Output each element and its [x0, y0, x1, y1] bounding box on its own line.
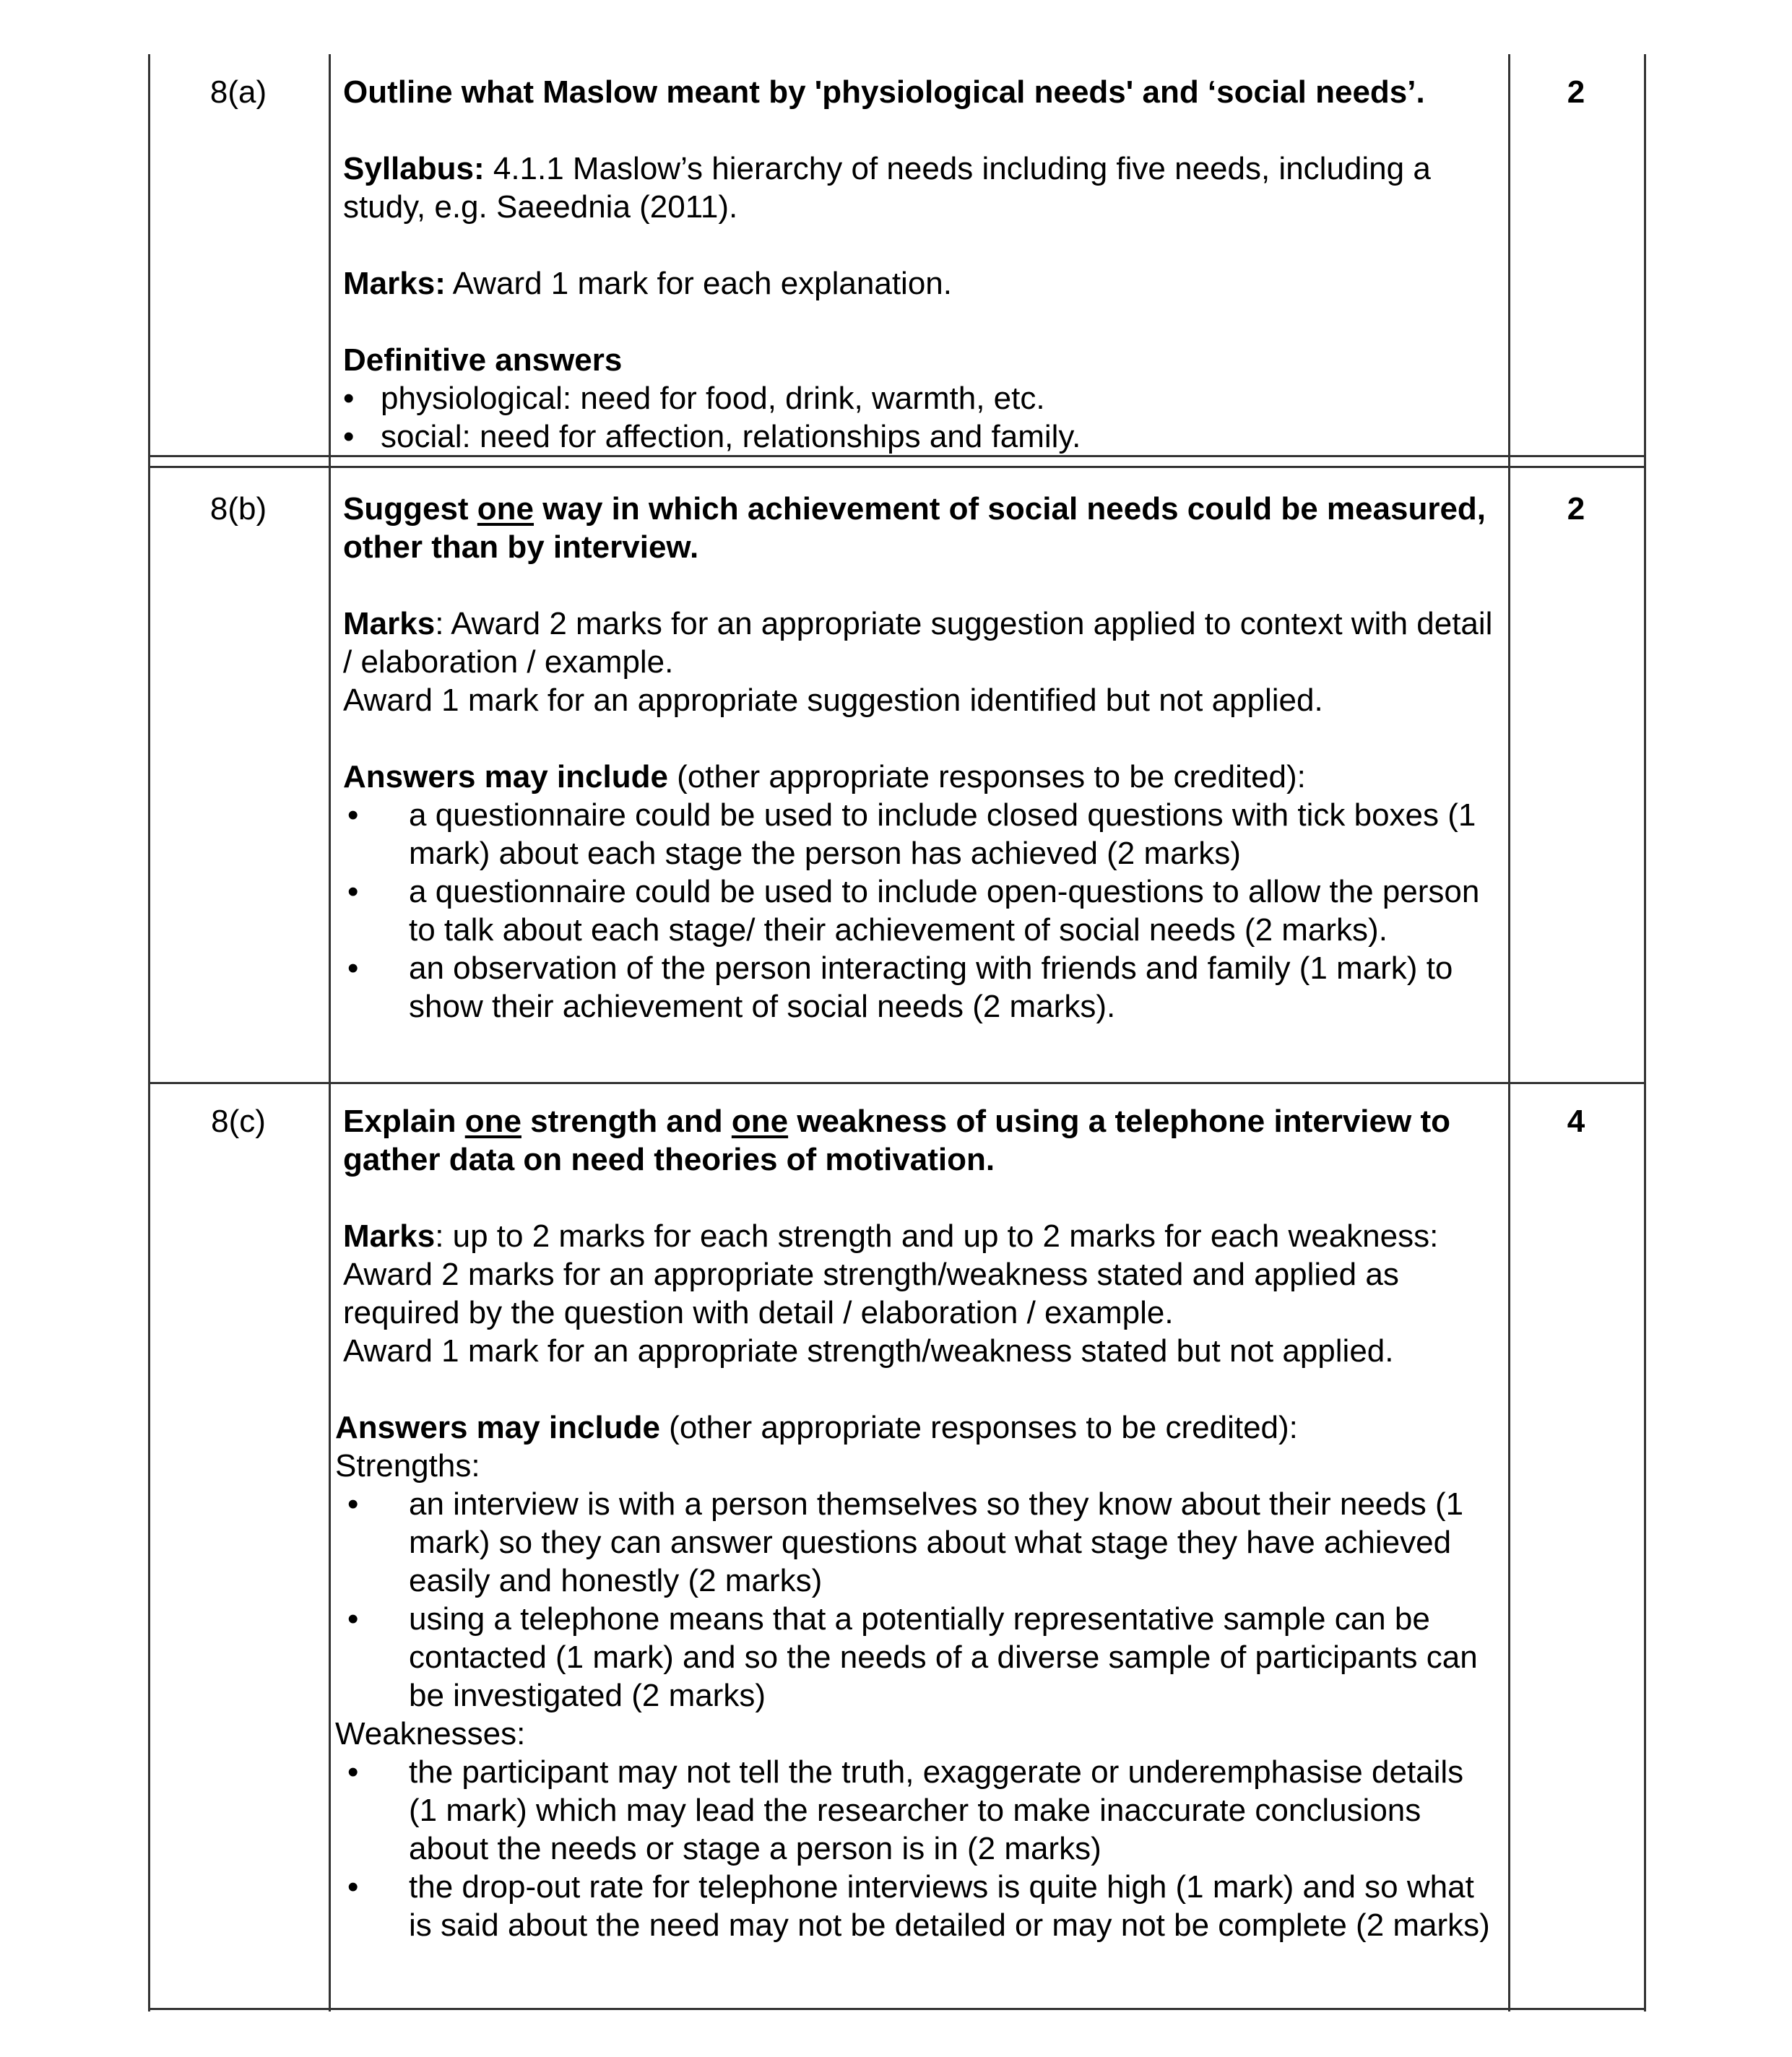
bullet-icon: • [347, 1869, 359, 1905]
bullet-icon: • [347, 1486, 359, 1522]
answer-list [343, 379, 1499, 456]
list-item: • a questionnaire could be used to include open-questions to allow the person to talk about each stage/ their achievement of social needs (2 marks). [347, 874, 1480, 948]
question-row-8b [0, 468, 1792, 1082]
question-number: 8(a) [209, 74, 267, 110]
answers-heading-line: Answers may include (other appropriate responses to be credited): [335, 1410, 1298, 1445]
answers-block [335, 1408, 1499, 1944]
answers-heading: Definitive answers [343, 342, 623, 378]
question-row-8c [0, 1083, 1792, 2008]
answers-heading: Answers may include [335, 1410, 660, 1445]
marks-label: Marks: [343, 266, 446, 301]
marks-total: 2 [1567, 74, 1585, 110]
marks-label: Marks [343, 1218, 436, 1254]
answers-heading: Answers may include [343, 759, 668, 794]
strengths-list [343, 1485, 1499, 1715]
question-text: Explain one strength and one weakness of using a telephone interview to gather data on need theories of motivation. [343, 1104, 1450, 1177]
question-content [343, 490, 1499, 1026]
question-text: Suggest one way in which achievement of social needs could be measured, other than by interview. [343, 491, 1486, 565]
marks-line [343, 264, 1499, 303]
answer-list [343, 796, 1499, 1026]
question-content [343, 73, 1499, 456]
list-item: • an observation of the person interacting with friends and family (1 mark) to show their achievement of social needs (2 marks). [347, 950, 1453, 1024]
marks-line: Award 2 marks for an appropriate strength/weakness stated and applied as required by the question with detail / elaboration / example. [343, 1257, 1399, 1330]
syllabus-line [343, 150, 1499, 226]
question-number: 8(c) [211, 1104, 266, 1139]
bullet-icon: • [347, 950, 359, 986]
syllabus-text: 4.1.1 Maslow’s hierarchy of needs including five needs, including a study, e.g. Saeednia (2011). [343, 151, 1431, 225]
question-text: Outline what Maslow meant by 'physiological needs' and ‘social needs’. [343, 74, 1425, 110]
marks-text: Award 1 mark for each explanation. [445, 266, 952, 301]
syllabus-label: Syllabus: [343, 151, 485, 186]
answers-heading-line: Answers may include (other appropriate responses to be credited): [343, 759, 1306, 794]
strengths-label: Strengths: [335, 1448, 480, 1484]
marks-line: Award 1 mark for an appropriate strength/weakness stated but not applied. [343, 1333, 1394, 1369]
list-item: • physiological: need for food, drink, warmth, etc. [343, 381, 1045, 416]
bullet-icon: • [343, 419, 355, 454]
marks-total: 4 [1567, 1104, 1585, 1139]
list-item: • the drop-out rate for telephone interviews is quite high (1 mark) and so what is said about the need may not be detailed or may not be complete (2 marks) [347, 1869, 1490, 1943]
marks-label: Marks [343, 606, 436, 641]
weaknesses-list [343, 1753, 1499, 1944]
list-item: • an interview is with a person themselves so they know about their needs (1 mark) so they can answer questions about what stage they have achieved easily and honestly (2 marks) [347, 1486, 1464, 1598]
marks-line: Marks: Award 2 marks for an appropriate suggestion applied to context with detail / elaboration / example. [343, 606, 1493, 680]
marks-line: Award 1 mark for an appropriate suggestion identified but not applied. [343, 683, 1323, 718]
table-border-bottom [148, 2008, 1644, 2010]
marks-line: Marks: up to 2 marks for each strength and up to 2 marks for each weakness: [343, 1218, 1439, 1254]
list-item: • the participant may not tell the truth, exaggerate or underemphasise details (1 mark) which may lead the researcher to make inaccurate conclusions about the needs or stage a person is in (2 marks) [347, 1754, 1464, 1866]
marks-total: 2 [1567, 491, 1585, 527]
bullet-icon: • [347, 874, 359, 909]
question-number: 8(b) [209, 491, 267, 527]
question-row-8a [0, 54, 1792, 455]
list-item: • a questionnaire could be used to include closed questions with tick boxes (1 mark) about each stage the person has achieved (2 marks) [347, 797, 1476, 871]
bullet-icon: • [347, 1601, 359, 1637]
question-content [335, 1102, 1499, 1944]
bullet-icon: • [343, 381, 355, 416]
list-item: • social: need for affection, relationships and family. [343, 419, 1081, 454]
weaknesses-label: Weaknesses: [335, 1716, 526, 1751]
bullet-icon: • [347, 1754, 359, 1790]
list-item: • using a telephone means that a potentially representative sample can be contacted (1 mark) and so the needs of a diverse sample of participants can be investigated (2 marks) [347, 1601, 1478, 1713]
bullet-icon: • [347, 797, 359, 833]
